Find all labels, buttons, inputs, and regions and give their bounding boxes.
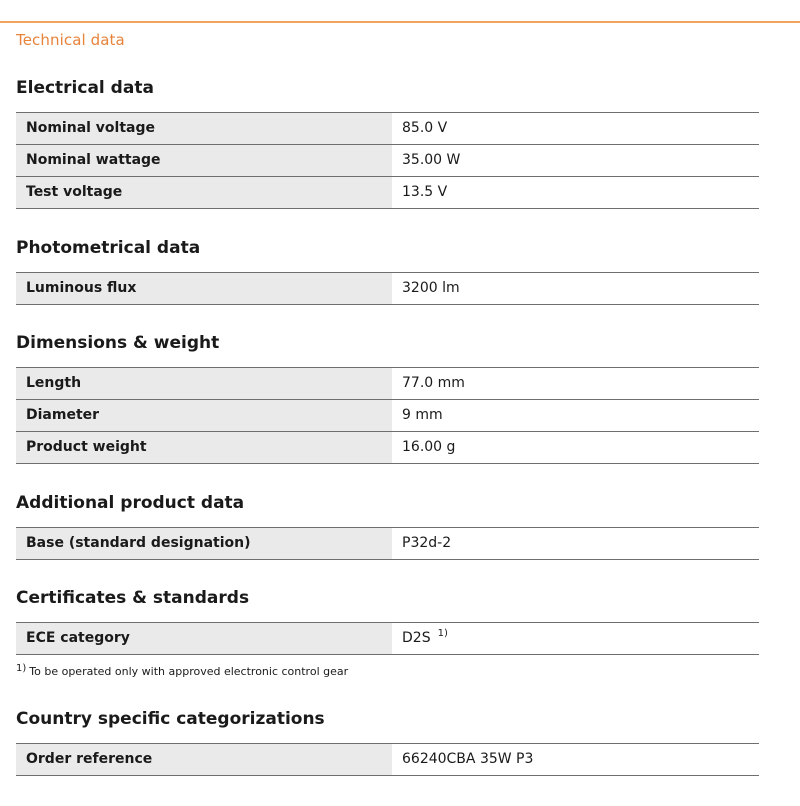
- section-title-dimensions: Dimensions & weight: [16, 333, 220, 353]
- additional-data-table: [16, 527, 759, 560]
- table-row: [16, 623, 759, 655]
- electrical-data-table: [16, 112, 759, 209]
- photometrical-data-table: [16, 272, 759, 305]
- table-row: [16, 273, 759, 305]
- table-row: [16, 744, 759, 776]
- row-label: Nominal wattage: [16, 145, 392, 176]
- row-value: 3200 lm: [402, 280, 460, 296]
- page-heading: Technical data: [16, 31, 125, 49]
- row-label: Luminous flux: [16, 273, 392, 304]
- row-value: 13.5 V: [402, 184, 448, 200]
- section-title-country: Country specific categorizations: [16, 709, 325, 729]
- section-title-electrical: Electrical data: [16, 78, 154, 98]
- certificates-data-table: [16, 622, 759, 655]
- footnote: [16, 665, 348, 678]
- row-value-text: D2S: [402, 630, 431, 646]
- table-row: [16, 368, 759, 400]
- dimensions-data-table: [16, 367, 759, 464]
- country-data-table: [16, 743, 759, 776]
- footnote-mark: 1): [16, 663, 27, 674]
- row-label: Length: [16, 368, 392, 399]
- row-value: 66240CBA 35W P3: [402, 751, 534, 767]
- table-row: [16, 432, 759, 464]
- section-title-additional: Additional product data: [16, 493, 245, 513]
- row-label: Test voltage: [16, 177, 392, 208]
- row-label: Order reference: [16, 744, 392, 775]
- row-label: Diameter: [16, 400, 392, 431]
- table-row: [16, 177, 759, 209]
- row-value: P32d-2: [402, 535, 452, 551]
- row-value: 35.00 W: [402, 152, 461, 168]
- table-row: [16, 113, 759, 145]
- row-label: ECE category: [16, 623, 392, 654]
- row-value: [392, 623, 759, 654]
- table-row: [16, 528, 759, 560]
- row-label: Nominal voltage: [16, 113, 392, 144]
- row-value: 16.00 g: [402, 439, 456, 455]
- footnote-text: To be operated only with approved electronic control gear: [29, 665, 349, 678]
- row-value: 9 mm: [402, 407, 443, 423]
- table-row: [16, 400, 759, 432]
- table-row: [16, 145, 759, 177]
- section-title-photometrical: Photometrical data: [16, 238, 201, 258]
- section-title-certificates: Certificates & standards: [16, 588, 250, 608]
- row-label: Product weight: [16, 432, 392, 463]
- top-accent-rule: [0, 21, 800, 23]
- row-value: 77.0 mm: [402, 375, 465, 391]
- row-value: 85.0 V: [402, 120, 448, 136]
- footnote-reference: 1): [437, 628, 448, 639]
- row-label: Base (standard designation): [16, 528, 392, 559]
